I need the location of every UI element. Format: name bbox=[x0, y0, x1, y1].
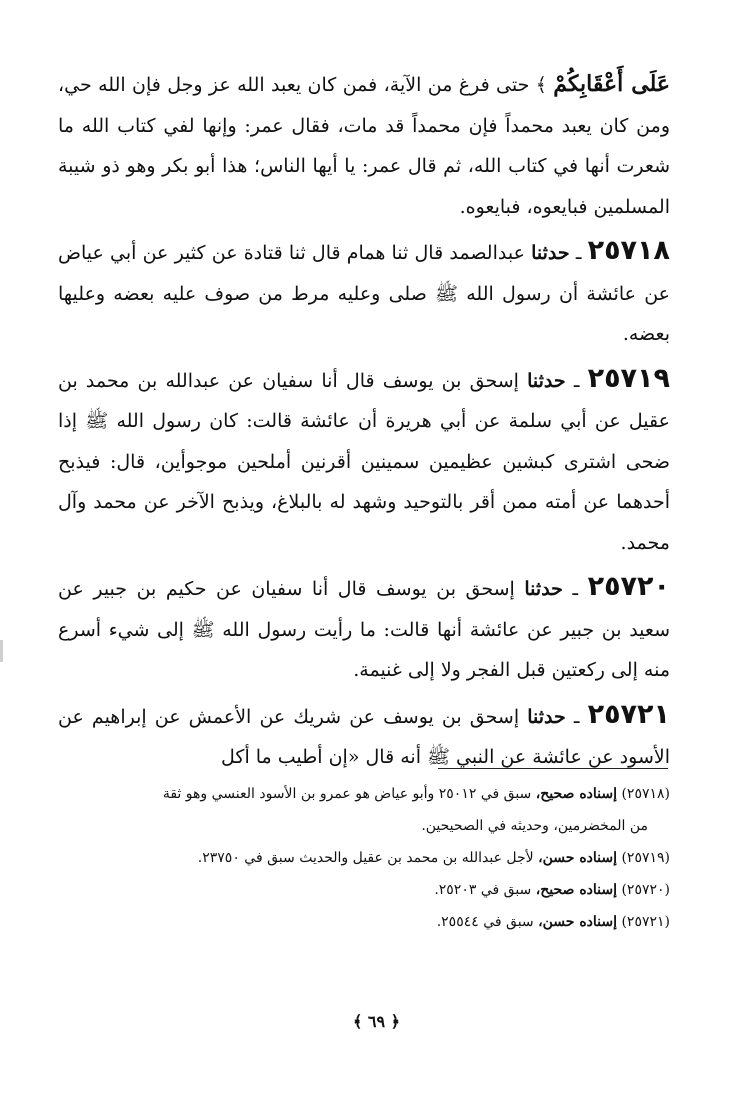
footnote-grade: إسناده صحيح، bbox=[535, 786, 617, 802]
footnote bbox=[60, 874, 670, 906]
hadith-opener: حدثنا bbox=[524, 578, 563, 600]
footnote bbox=[60, 842, 670, 874]
footnote-divider bbox=[438, 768, 668, 769]
footnote-grade: إسناده صحيح، bbox=[535, 882, 617, 898]
footnote bbox=[60, 778, 670, 810]
footnote-text: سبق في ٢٥٢٠٣. bbox=[434, 882, 532, 898]
footnote-text: لأجل عبدالله بن محمد بن عقيل والحديث سبق في ٢٣٧٥٠. bbox=[197, 850, 534, 866]
verse-bracket: ﴾ bbox=[535, 74, 547, 96]
footnote-grade: إسناده حسن، bbox=[538, 850, 617, 866]
continuation-paragraph bbox=[58, 64, 670, 227]
hadith-dash: ـ bbox=[572, 578, 579, 600]
hadith-paragraph bbox=[58, 359, 670, 564]
hadith-number: ٢٥٧١٨ bbox=[587, 235, 670, 266]
hadith-number: ٢٥٧٢٠ bbox=[587, 571, 670, 602]
hadith-opener: حدثنا bbox=[531, 242, 570, 264]
hadith-text: إسحق بن يوسف قال أنا سفيان عن عبدالله بن محمد بن عقيل عن أبي سلمة عن أبي هريرة أن عائشة قالت: كان رسول الله ﷺ إذا ضحى اشترى كبشين عظيمين سمينين أقرنين أملحين موجوأين، قال: فيذبح أحدهما عن أمته ممن أقر بالتوحيد وشهد له بالبلاغ، ويذبح الآخر عن محمد وآل محمد. bbox=[58, 369, 670, 554]
footnote-ref: (٢٥٧١٨) bbox=[621, 786, 670, 802]
footnote bbox=[60, 906, 670, 938]
hadith-number: ٢٥٧١٩ bbox=[587, 362, 670, 394]
main-text bbox=[58, 64, 670, 782]
hadith-dash: ـ bbox=[573, 705, 580, 728]
footnote-grade: إسناده حسن، bbox=[538, 914, 617, 930]
hadith-paragraph bbox=[58, 695, 670, 778]
hadith-number: ٢٥٧٢١ bbox=[587, 698, 670, 730]
hadith-paragraph bbox=[58, 567, 670, 691]
edge-mark bbox=[0, 640, 3, 662]
hadith-dash: ـ bbox=[575, 242, 582, 264]
page-number: ﴿ ٦٩ ﴾ bbox=[352, 1012, 401, 1031]
quran-verse: عَلَى أَعْقَابِكُمْ bbox=[553, 71, 670, 97]
hadith-paragraph bbox=[58, 231, 670, 355]
footnote-ref: (٢٥٧١٩) bbox=[621, 850, 670, 866]
hadith-dash: ـ bbox=[573, 369, 580, 392]
hadith-opener: حدثنا bbox=[527, 369, 566, 392]
footnote-text: سبق في ٢٥٥٤٤. bbox=[436, 914, 534, 930]
footnote-ref: (٢٥٧٢٠) bbox=[621, 882, 670, 898]
hadith-opener: حدثنا bbox=[527, 705, 566, 728]
footnotes bbox=[60, 778, 670, 938]
footnote-continuation: من المخضرمين، وحديثه في الصحيحين. bbox=[421, 818, 648, 834]
hadith-text: إسحق بن يوسف عن شريك عن الأعمش عن إبراهيم عن الأسود عن عائشة عن النبي ﷺ أنه قال «إن أطيب ما أكل bbox=[58, 705, 670, 768]
footnote-ref: (٢٥٧٢١) bbox=[621, 914, 670, 930]
hadith-text: عبدالصمد قال ثنا همام قال ثنا قتادة عن كثير عن أبي عياض عن عائشة أن رسول الله ﷺ صلى وعليه مرط من صوف عليه بعضه وعليها بعضه. bbox=[58, 242, 670, 345]
continuation-text: حتى فرغ من الآية، فمن كان يعبد الله عز وجل فإن الله حي، ومن كان يعبد محمداً فإن محمداً قد مات، فقال عمر: وإنها لفي كتاب الله ما شعرت أنها في كتاب الله، ثم قال عمر: يا أيها الناس؛ هذا أبو بكر وهو ذو شيبة المسلمين فبايعوه، فبايعوه. bbox=[58, 74, 670, 218]
hadith-text: إسحق بن يوسف قال أنا سفيان عن حكيم بن جبير عن سعيد بن جبير عن عائشة أنها قالت: ما رأيت رسول الله ﷺ إلى شيء أسرع منه إلى ركعتين قبل الفجر ولا إلى غنيمة. bbox=[58, 578, 670, 681]
footnote-text: سبق في ٢٥٠١٢ وأبو عياض هو عمرو بن الأسود العنسي وهو ثقة bbox=[162, 786, 532, 802]
